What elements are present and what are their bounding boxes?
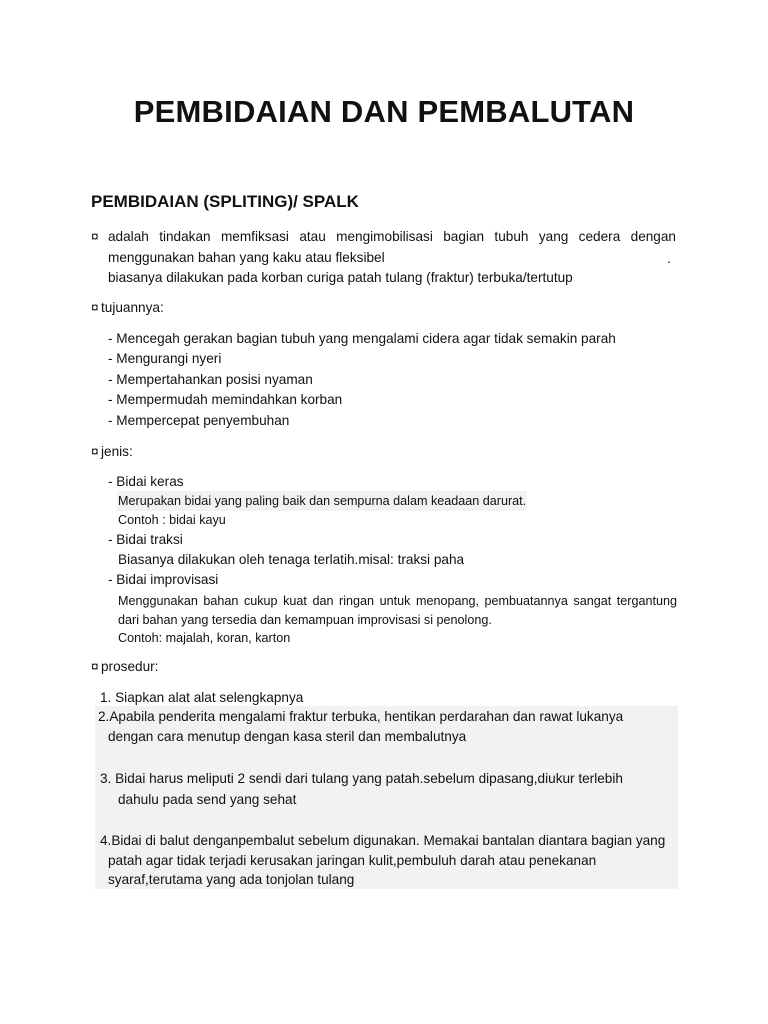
bidai-keras-contoh: Contoh : bidai kayu	[118, 513, 226, 527]
bidai-improvisasi-contoh: Contoh: majalah, koran, karton	[118, 631, 291, 645]
intro-line-2: menggunakan bahan yang kaku atau fleksibel	[108, 250, 385, 265]
intro-line-3: biasanya dilakukan pada korban curiga patah tulang (fraktur) terbuka/tertutup	[108, 270, 573, 285]
prosedur-step-2-line-2: dengan cara menutup dengan kasa steril dan membalutnya	[108, 729, 467, 744]
bullet-icon: ¤	[91, 659, 99, 674]
bidai-keras-title: - Bidai keras	[108, 474, 184, 489]
bidai-improvisasi-desc-1: Menggunakan bahan cukup kuat dan ringan untuk menopang, pembuatannya sangat tergantung	[118, 594, 677, 608]
prosedur-label: prosedur:	[101, 659, 159, 674]
bidai-keras-desc: Merupakan bidai yang paling baik dan sempurna dalam keadaan darurat.	[118, 494, 527, 508]
list-item: - Mempermudah memindahkan korban	[108, 392, 343, 407]
prosedur-step-4-line-3: syaraf,terutama yang ada tonjolan tulang	[108, 872, 355, 887]
list-item: - Mengurangi nyeri	[108, 351, 222, 366]
bidai-improvisasi-desc-2: dari bahan yang tersedia dan kemampuan improvisasi si penolong.	[118, 613, 492, 627]
page-title: PEMBIDAIAN DAN PEMBALUTAN	[133, 94, 635, 129]
bidai-traksi-desc: Biasanya dilakukan oleh tenaga terlatih.misal: traksi paha	[118, 552, 465, 567]
intro-line-1: adalah tindakan memfiksasi atau mengimobilisasi bagian tubuh yang cedera dengan	[108, 229, 676, 244]
prosedur-step-3-line-1: 3. Bidai harus meliputi 2 sendi dari tulang yang patah.sebelum dipasang,diukur terlebih	[100, 771, 623, 786]
section-heading: PEMBIDAIAN (SPLITING)/ SPALK	[91, 192, 359, 211]
list-item: - Mencegah gerakan bagian tubuh yang mengalami cidera agar tidak semakin parah	[108, 331, 616, 346]
bidai-improvisasi-title: - Bidai improvisasi	[108, 572, 219, 587]
prosedur-step-3-line-2: dahulu pada send yang sehat	[118, 792, 297, 807]
bullet-icon: ¤	[91, 229, 99, 244]
prosedur-step-4-line-2: patah agar tidak terjadi kerusakan jaringan kulit,pembuluh darah atau penekanan	[108, 853, 597, 868]
intro-dot: .	[667, 251, 671, 266]
bullet-icon: ¤	[91, 300, 99, 315]
prosedur-step-1: 1. Siapkan alat alat selengkapnya	[100, 690, 304, 705]
bidai-traksi-title: - Bidai traksi	[108, 532, 183, 547]
prosedur-step-4-line-1: 4.Bidai di balut denganpembalut sebelum digunakan. Memakai bantalan diantara bagian yang	[100, 833, 666, 848]
list-item: - Mempertahankan posisi nyaman	[108, 372, 313, 387]
prosedur-step-2-line-1: 2.Apabila penderita mengalami fraktur terbuka, hentikan perdarahan dan rawat lukanya	[98, 709, 624, 724]
bullet-icon: ¤	[91, 444, 99, 459]
list-item: - Mempercepat penyembuhan	[108, 413, 290, 428]
tujuan-label: tujuannya:	[101, 300, 164, 315]
jenis-label: jenis:	[101, 444, 133, 459]
